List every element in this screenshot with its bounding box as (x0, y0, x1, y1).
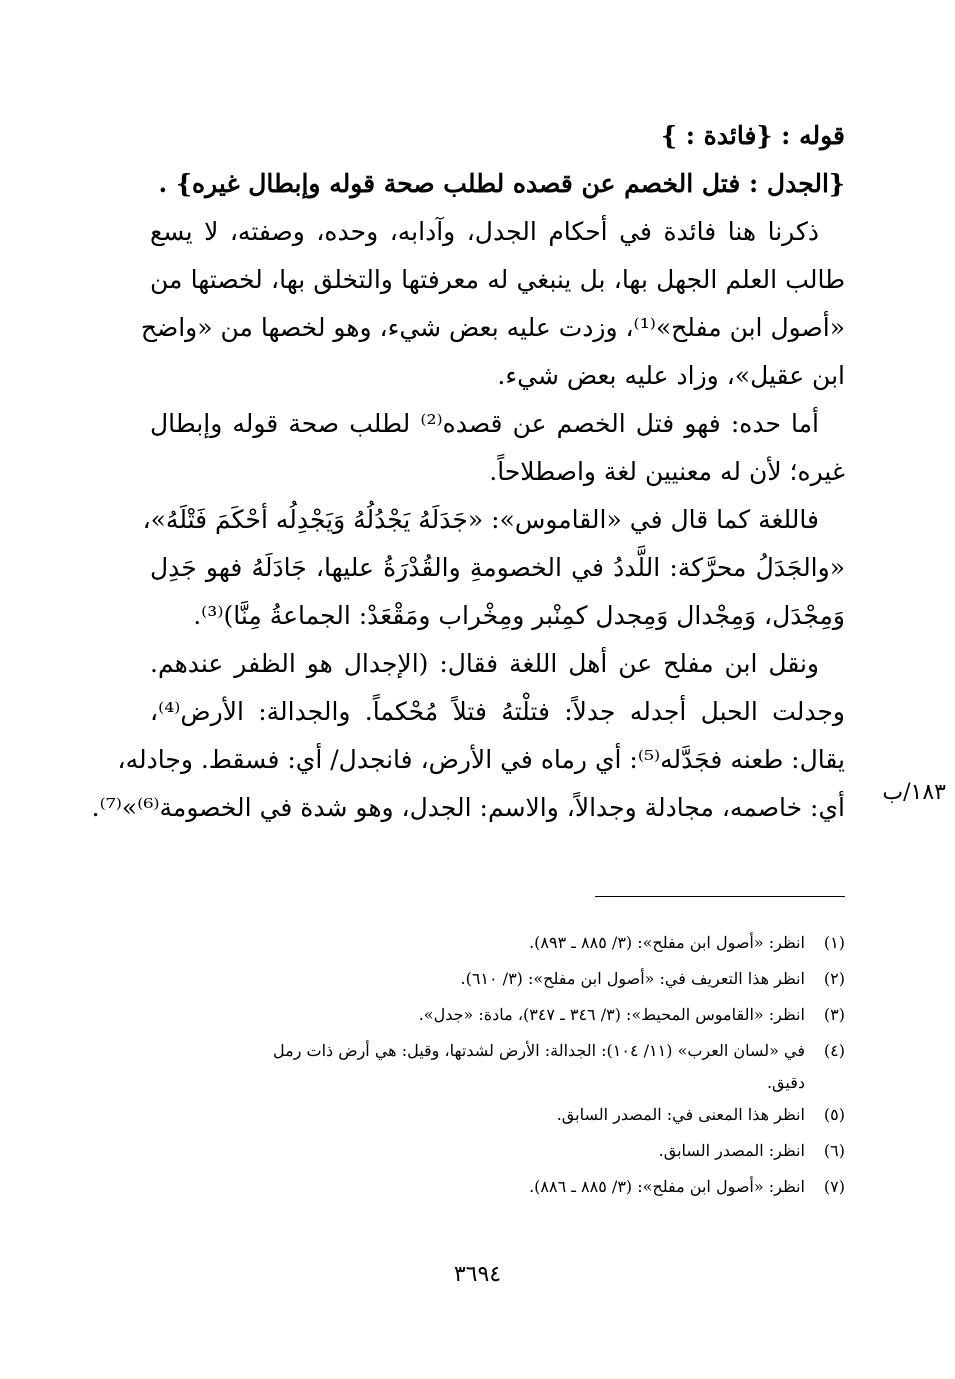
heading-line: قوله : {فائدة : } (660, 121, 845, 150)
footnote-number: (٤) (823, 1041, 845, 1060)
footnote-number: (٧) (823, 1177, 845, 1196)
text-line: «والجَدَلُ محرَّكة: اللَّددُ في الخصومةِ والقُدْرَةُ عليها، جَادَلَهُ فهو جَدِل (150, 553, 845, 582)
footnote (150, 997, 845, 1033)
footnote (150, 1169, 845, 1205)
footnote-number: (١) (823, 933, 845, 952)
text-line: يقال: طعنه فجَدَّله⁽⁵⁾: أي رماه في الأرض، فانجدل/ أي: فسقط. وجادله، (117, 745, 845, 774)
definition-line: {الجدل : فتل الخصم عن قصده لطلب صحة قوله وإبطال غيره} . (158, 169, 845, 198)
text-line: ذكرنا هنا فائدة في أحكام الجدل، وآدابه، وحده، وصفته، لا يسع (150, 217, 819, 246)
footnote-separator (595, 896, 845, 897)
footnote-text: انظر هذا المعنى في: المصدر السابق. (556, 1105, 805, 1124)
text-line: وجدلت الحبل أجدله جدلاً: فتلْتهُ فتلاً مُحْكماً. والجدالة: الأرض⁽⁴⁾، (150, 697, 845, 726)
footnote-text: انظر: المصدر السابق. (658, 1141, 805, 1160)
footnotes (150, 925, 845, 1205)
footnote (150, 925, 845, 961)
text-line: غيره؛ لأن له معنيين لغة واصطلاحاً. (489, 457, 845, 486)
text-line: طالب العلم الجهل بها، بل ينبغي له معرفتها والتخلق بها، لخصتها من (150, 265, 845, 294)
footnote-number: (٣) (823, 1005, 845, 1024)
text-line: أما حده: فهو فتل الخصم عن قصده⁽²⁾ لطلب صحة قوله وإبطال (150, 409, 819, 438)
footnote (150, 1133, 845, 1169)
footnote-continuation: دقيق. (766, 1073, 805, 1092)
text-line: فاللغة كما قال في «القاموس»: «جَدَلَهُ يَجْدُلُهُ وَيَجْدِلُه أحْكَمَ فَتْلَهُ»، (142, 505, 819, 534)
footnote-text: انظر هذا التعريف في: «أصول ابن مفلح»: (٣/ ٦١٠). (460, 969, 805, 988)
footnote-text: انظر: «أصول ابن مفلح»: (٣/ ٨٨٥ ـ ٨٨٦). (529, 1177, 805, 1196)
footnote-number: (٥) (823, 1105, 845, 1124)
footnote-number: (٦) (823, 1141, 845, 1160)
footnote (150, 1033, 845, 1069)
footnote (150, 1097, 845, 1133)
page-number: ٣٦٩٤ (453, 1262, 502, 1287)
main-text (91, 112, 845, 832)
footnote (150, 961, 845, 997)
text-line: ابن عقيل»، وزاد عليه بعض شيء. (497, 361, 845, 390)
footnote-text: انظر: «أصول ابن مفلح»: (٣/ ٨٨٥ ـ ٨٩٣). (529, 933, 805, 952)
footnote-text: في «لسان العرب» (١١/ ١٠٤): الجدالة: الأرض لشدتها، وقيل: هي أرض ذات رمل (273, 1041, 805, 1060)
text-line: «أصول ابن مفلح»⁽¹⁾، وزدت عليه بعض شيء، وهو لخصها من «واضح (140, 313, 845, 342)
text-line: أي: خاصمه، مجادلة وجدالاً، والاسم: الجدل، وهو شدة في الخصومة⁽⁶⁾»⁽⁷⁾. (91, 793, 845, 822)
text-line: وَمِجْدَل، وَمِجْدال وَمِجدل كمِنْبر ومِخْراب ومَقْعَدْ: الجماعةُ مِنَّا)⁽³⁾. (193, 601, 845, 630)
footnote-text: انظر: «القاموس المحيط»: (٣/ ٣٤٦ ـ ٣٤٧)، مادة: «جدل». (418, 1005, 805, 1024)
footnote-number: (٢) (823, 969, 845, 988)
text-line: ونقل ابن مفلح عن أهل اللغة فقال: (الإجدال هو الظفر عندهم. (150, 649, 819, 678)
margin-folio-note: ١٨٣/ب (882, 780, 946, 805)
